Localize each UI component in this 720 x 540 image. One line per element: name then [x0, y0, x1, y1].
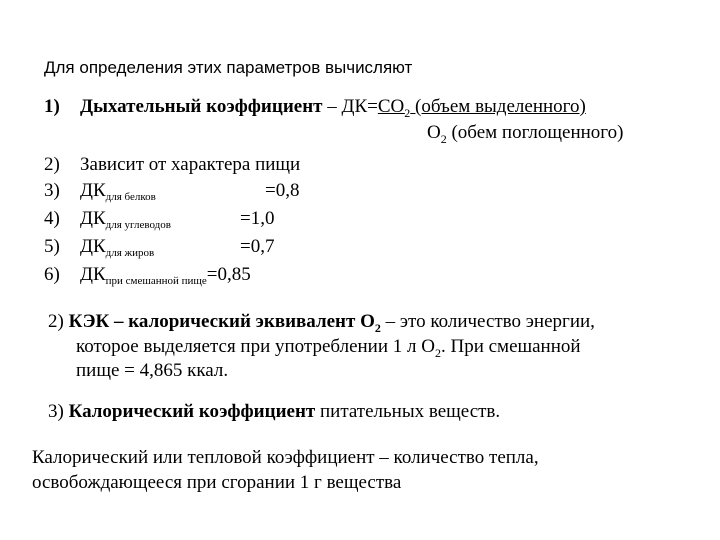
list-number: 3) [44, 180, 60, 201]
kek-line2-text: которое выделяется при употреблении 1 л О [76, 336, 435, 357]
formula-numerator [377, 96, 586, 120]
list-item-fat-rq [44, 236, 154, 260]
list-number: 4) [44, 208, 60, 229]
rq-symbol: ДК [80, 180, 106, 201]
numerator-subscript: 2 [404, 106, 411, 120]
formula-denominator [427, 122, 623, 145]
carbohydrate-rq-value: =1,0 [240, 208, 275, 229]
denominator-subscript: 2 [440, 132, 447, 146]
rq-subscript: для жиров [105, 247, 155, 259]
rq-symbol: ДК [80, 236, 106, 257]
kek-definition-text: – это количество энергии, [380, 311, 595, 332]
rq-subscript: при смешанной пище [105, 275, 207, 287]
numerator-note: (объем выделенного) [410, 96, 586, 117]
respiratory-coefficient-term: Дыхательный коэффициент [80, 96, 323, 117]
rq-symbol: ДК [80, 264, 106, 285]
list-number: 5) [44, 236, 60, 257]
list-number: 6) [44, 264, 60, 285]
definition-line-1: Калорический или тепловой коэффициент – количество тепла, [32, 447, 539, 468]
kek-prefix: 2) [48, 311, 69, 332]
list-item-carbohydrate-rq [44, 208, 171, 232]
kek-line2-subscript: 2 [434, 346, 441, 360]
kek-definition-line-1 [48, 311, 595, 334]
fat-rq-value: =0,7 [240, 236, 275, 257]
respiratory-coefficient-formula: – ДК= [322, 96, 378, 117]
list-item-mixed-diet-rq [44, 264, 251, 288]
caloric-coefficient-term: Калорический коэффициент [68, 401, 316, 422]
kek-term-subscript: 2 [374, 321, 381, 335]
numerator-base: СО [377, 96, 405, 117]
mixed-diet-rq-value: =0,85 [206, 264, 251, 285]
kek-term [68, 311, 381, 335]
list-item-protein-rq [44, 180, 156, 204]
caloric-coefficient-rest: питательных веществ. [315, 401, 501, 422]
rq-symbol: ДК [80, 208, 106, 229]
protein-rq-value: =0,8 [265, 180, 300, 201]
definition-line-2: освобождающееся при сгорании 1 г вещества [32, 472, 402, 493]
rq-subscript: для белков [105, 191, 156, 203]
rq-subscript: для углеводов [105, 219, 171, 231]
kek-term-text: КЭК – калорический эквивалент О [68, 311, 375, 332]
list-number: 1) [44, 96, 60, 117]
kek-line2-tail: . При смешанной [440, 336, 581, 357]
caloric-prefix: 3) [48, 401, 69, 422]
denominator-note: (обем поглощенного) [446, 122, 624, 143]
list-item-text: Зависит от характера пищи [80, 154, 301, 175]
list-item-respiratory-coefficient [44, 96, 586, 119]
intro-text: Для определения этих параметров вычисляют [44, 58, 413, 77]
caloric-coefficient-line [48, 401, 500, 423]
list-item-diet-dependence [44, 154, 300, 176]
kek-definition-line-2 [76, 336, 581, 359]
kek-definition-line-3: пище = 4,865 ккал. [76, 360, 229, 381]
list-number: 2) [44, 154, 60, 175]
denominator-base: О [427, 122, 441, 143]
